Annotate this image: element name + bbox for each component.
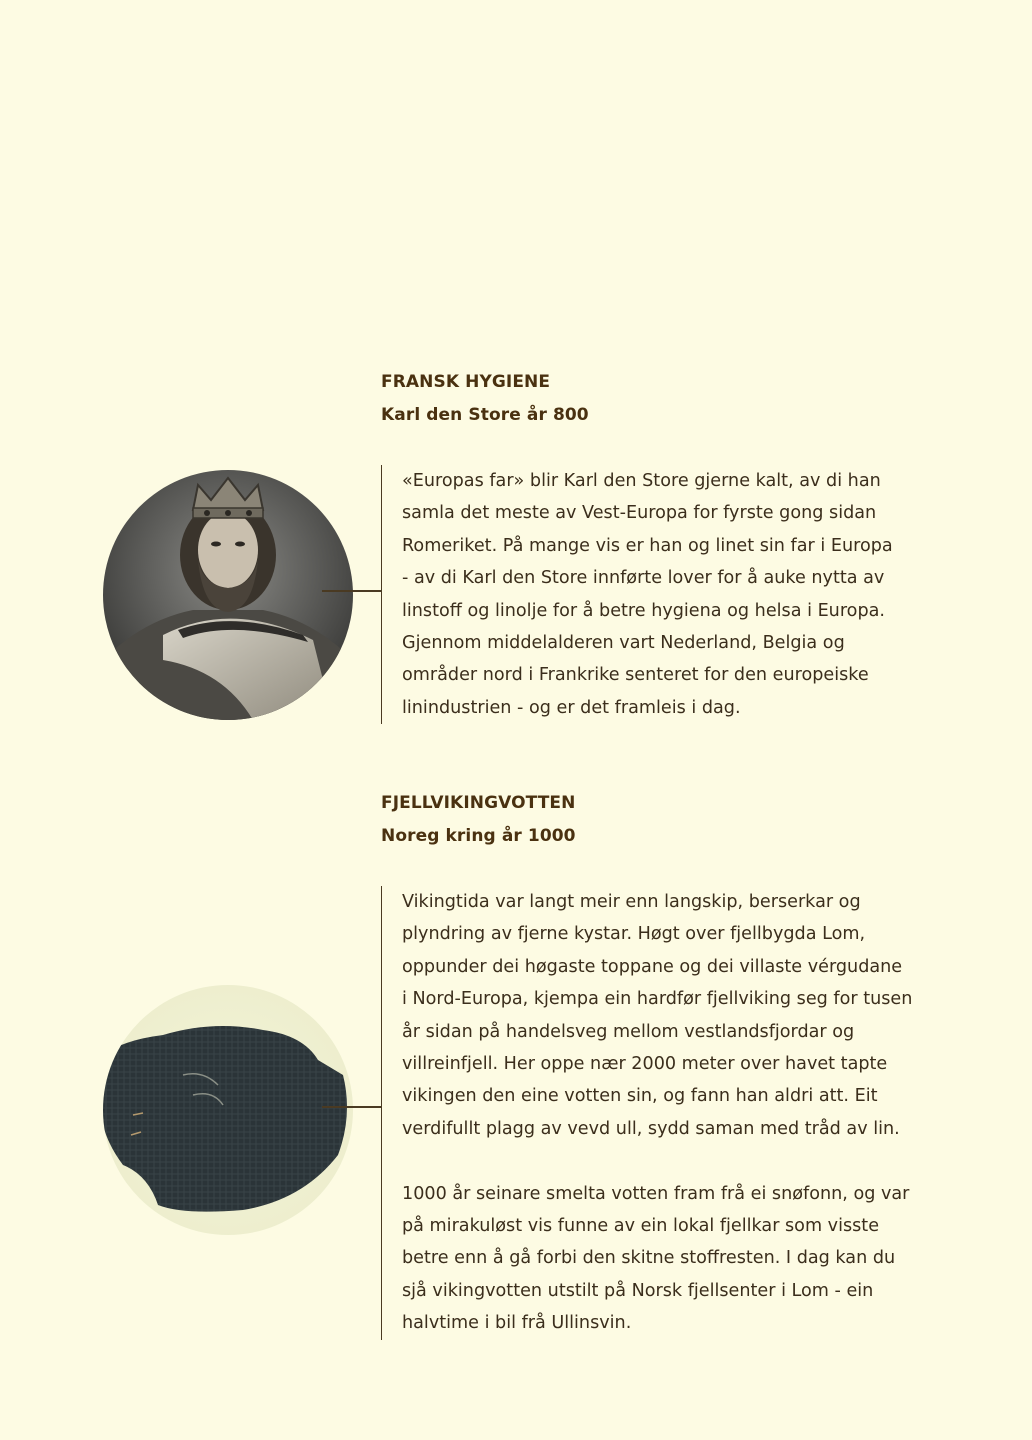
- section-subtitle: Noreg kring år 1000: [381, 826, 576, 846]
- text-line: halvtime i bil frå Ullinsvin.: [402, 1313, 632, 1334]
- text-line: vikingen den eine votten sin, og fann han aldri att. Eit: [402, 1086, 878, 1107]
- text-line: «Europas far» blir Karl den Store gjerne kalt, av di han: [402, 471, 881, 491]
- text-line: linindustrien - og er det framleis i dag.: [402, 697, 741, 718]
- text-line: samla det meste av Vest-Europa for fyrste gong sidan: [402, 503, 877, 524]
- text-line: 1000 år seinare smelta votten fram frå ei snøfonn, og var: [402, 1183, 910, 1204]
- section-heading-fjellvikingvotten: [381, 787, 576, 853]
- section-title: FJELLVIKINGVOTTEN: [381, 793, 576, 813]
- viking-mitten-photo: [103, 985, 353, 1235]
- section-body-fjellvikingvotten: [381, 886, 912, 1340]
- section-title: FRANSK HYGIENE: [381, 372, 551, 392]
- connector-line: [322, 590, 381, 592]
- text-line: linstoff og linolje for å betre hygiena og helsa i Europa.: [402, 600, 885, 621]
- text-line: oppunder dei høgaste toppane og dei villaste vérgudane: [402, 956, 903, 977]
- text-line: på mirakuløst vis funne av ein lokal fjellkar som visste: [402, 1216, 880, 1237]
- text-line: verdifullt plagg av vevd ull, sydd saman med tråd av lin.: [402, 1118, 900, 1139]
- text-line: - av di Karl den Store innførte lover for å auke nytta av: [402, 568, 885, 589]
- text-line: plyndring av fjerne kystar. Høgt over fjellbygda Lom,: [402, 924, 866, 945]
- text-line: områder nord i Frankrike senteret for den europeiske: [402, 665, 869, 686]
- text-line: sjå vikingvotten utstilt på Norsk fjellsenter i Lom - ein: [402, 1280, 874, 1301]
- text-line: Vikingtida var langt meir enn langskip, berserkar og: [402, 892, 861, 912]
- body-paragraph-1: [402, 886, 912, 1145]
- text-line: villreinfjell. Her oppe nær 2000 meter over havet tapte: [402, 1054, 888, 1075]
- section-heading-fransk-hygiene: [381, 366, 589, 432]
- section-subtitle: Karl den Store år 800: [381, 405, 589, 425]
- karl-den-store-portrait: [103, 470, 353, 720]
- text-line: i Nord-Europa, kjempa ein hardfør fjellviking seg for tusen: [402, 989, 913, 1010]
- text-line: år sidan på handelsveg mellom vestlandsfjordar og: [402, 1021, 855, 1042]
- text-line: betre enn å gå forbi den skitne stoffresten. I dag kan du: [402, 1248, 896, 1269]
- connector-line: [322, 1106, 381, 1108]
- section-body-fransk-hygiene: [381, 465, 893, 724]
- body-paragraph-2: [402, 1178, 912, 1340]
- text-line: Gjennom middelalderen vart Nederland, Belgia og: [402, 633, 845, 654]
- body-paragraph: [402, 465, 893, 724]
- text-line: Romeriket. På mange vis er han og linet sin far i Europa: [402, 535, 893, 556]
